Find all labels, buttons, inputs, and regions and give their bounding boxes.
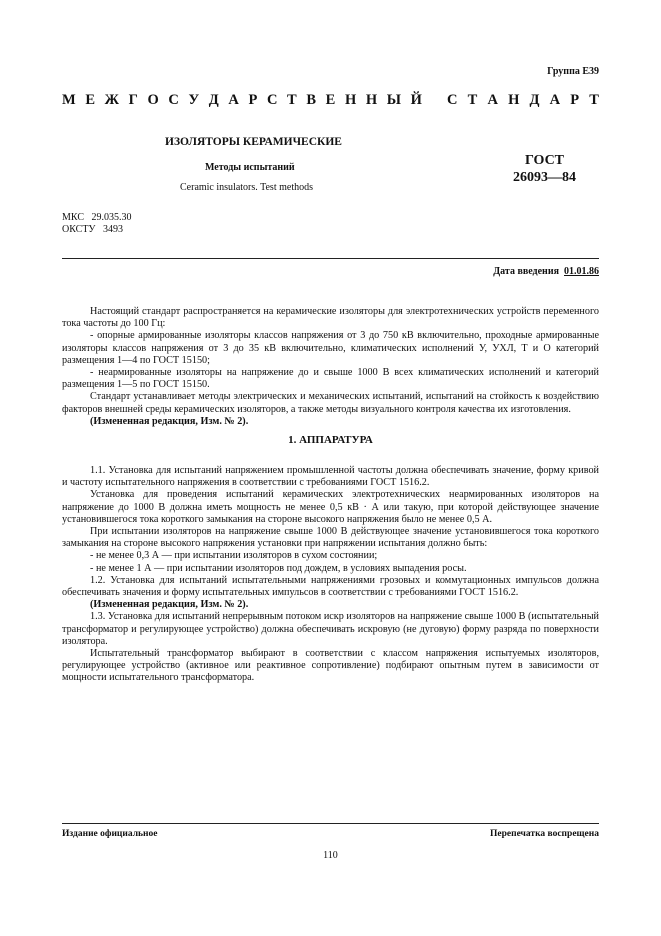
banner-letter: Ы [386,92,401,108]
clause-1-2: 1.2. Установка для испытаний испытательными напряжениями грозовых и коммутационных импульсов должна обеспечивать значения и форму испытательных импульсов в соответствии с требованиями ГОСТ 1516.2. [62,574,599,599]
banner-letter: А [549,92,561,108]
banner-word-standard [447,92,599,109]
banner-letter: Д [529,92,540,108]
banner-word-interstate [62,92,422,109]
gost-label: ГОСТ [524,153,565,168]
document-subtitle: Методы испытаний [205,162,295,173]
banner-letter: С [447,92,458,108]
gost-number: 26093—84 [513,170,576,185]
okstu-code: ОКСТУ 3493 [62,224,124,235]
intro-date-label: Дата введения [493,266,559,277]
banner-letter: Т [467,92,478,108]
banner-letter: Ж [104,92,119,108]
section-heading: 1. АППАРАТУРА [288,434,373,446]
list-item: - не менее 1 А — при испытании изоляторов под дождем, в условиях выпадения росы. [90,562,467,574]
english-title: Ceramic insulators. Test methods [180,182,313,193]
list-item: - не менее 0,3 А — при испытании изоляторов в сухом состоянии; [90,550,378,562]
banner-letter: Н [365,92,378,108]
footer-divider [62,823,599,824]
intro-date-value: 01.01.86 [564,266,599,277]
banner-letter: М [62,92,76,108]
banner-letter: Н [508,92,520,108]
edition-note: Издание официальное [62,829,158,839]
banner-letter: В [306,92,317,108]
banner-letter: Е [325,92,336,108]
banner-letter: Р [570,92,580,108]
page-number: 110 [323,850,338,861]
paragraph: При испытании изоляторов на напряжение свыше 1000 В действующее значение установившегося тока короткого замыкания на стороне высокого напряжения установки при напряжении испытания должно быть: [62,526,599,550]
header-divider [62,258,599,259]
intro-paragraph: Настоящий стандарт распространяется на керамические изоляторы для электротехнических устройств переменного тока частоты до 100 Гц: [62,306,599,330]
banner-letter: Д [208,92,219,108]
clause-1-3: 1.3. Установка для испытаний непрерывным потоком искр изоляторов на напряжение свыше 1000 В (испытательный трансформатор и регулирующее устройство) должна обеспечивать искровую (не дуговую) форму разряда по поверхности изолятора. [62,611,599,647]
banner-letter: С [266,92,278,108]
classification-codes [62,212,131,236]
paragraph: Установка для проведения испытаний керамических электротехнических неармированных изоляторов на напряжение до 1000 В должна иметь мощность не менее 0,5 кВ · А или такую, при которой действующее значение установившегося тока короткого замыкания на стороне высокого напряжения было не менее 0,5 А. [62,489,599,525]
banner-letter: А [487,92,498,108]
group-code: Группа Е39 [547,66,599,77]
section-1-text [62,465,599,685]
banner-letter: Р [248,92,258,108]
reprint-note: Перепечатка воспрещена [489,829,599,839]
intro-paragraph: Стандарт устанавливает методы электрических и механических испытаний, испытаний на стойкость к воздействию факторов внешней среды керамических изоляторов, а также методы визуального контроля качества их изготовления. [62,391,599,415]
gost-designation [513,152,576,186]
banner-letter: У [188,92,200,108]
banner-letter: Т [589,92,599,108]
amendment-note: (Измененная редакция, Изм. № 2). [90,599,249,611]
banner-letter: Г [128,92,138,108]
banner-letter: Т [287,92,297,108]
mks-code: МКС 29.035.30 [62,212,132,223]
intro-list-item: - неармированные изоляторы на напряжение до и свыше 1000 В всех климатических исполнений и категорий размещения 1—5 по ГОСТ 15150. [62,367,599,391]
banner-letter: Н [344,92,357,108]
clause-1-1: 1.1. Установка для испытаний напряжением промышленной частоты должна обеспечивать значение, форму кривой и частоту испытательного напряжения в соответствии с требованиями ГОСТ 1516.2. [62,465,599,489]
introduction-date [493,266,599,277]
banner-letter: А [228,92,239,108]
banner-letter: Е [85,92,95,108]
banner-letter: С [168,92,179,108]
paragraph: Испытательный трансформатор выбирают в соответствии с классом напряжения испытуемых изоляторов, регулирующее устройство (активное или реактивное сопротивление) подбирают опытным путем в зависимости от мощности испытательного трансформатора. [62,648,599,684]
banner-letter: О [147,92,159,108]
banner-letter: Й [410,92,422,108]
document-title: ИЗОЛЯТОРЫ КЕРАМИЧЕСКИЕ [165,136,342,148]
standard-banner [62,92,599,109]
amendment-note: (Измененная редакция, Изм. № 2). [90,415,249,427]
intro-list-item: - опорные армированные изоляторы классов напряжения от 3 до 750 кВ включительно, проходные армированные изоляторы классов напряжения от 3 до 35 кВ включительно, климатических исполнений У, УХЛ, Т и О категорий размещения 1—4 по ГОСТ 15150; [62,330,599,366]
intro-text [62,306,599,428]
